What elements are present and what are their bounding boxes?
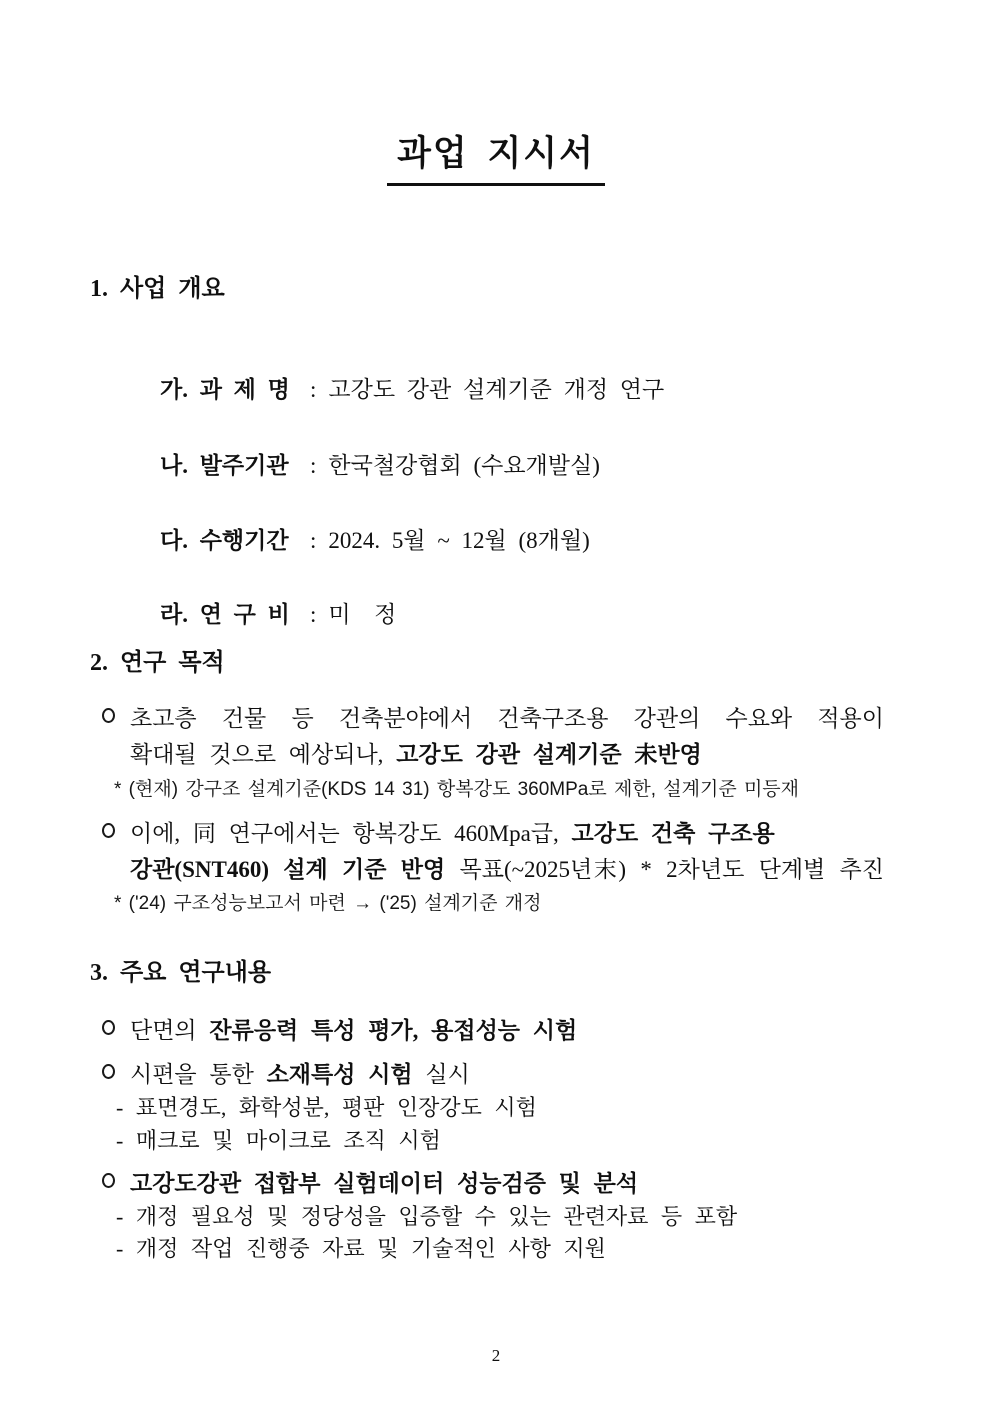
field-label: 다. 수행기간 — [160, 528, 289, 553]
bullet-text-bold: 고강도 건축 구조용 — [571, 821, 775, 846]
bullet-text: 단면의 — [130, 1018, 210, 1043]
bullet-line — [130, 701, 884, 737]
page-number: 2 — [491, 1346, 501, 1365]
bullet-text: 이에, 同 연구에서는 항복강도 460Mpa급, — [130, 821, 572, 846]
footnote-current-standard: * (현재) 강구조 설계기준(KDS 14 31) 항복강도 360MPa로 제한, 설계기준 미등재 — [114, 779, 800, 800]
bullet-text-bold: 고강도 강관 설계기준 未반영 — [396, 742, 702, 767]
circle-bullet-icon — [102, 1020, 115, 1035]
bullet-line — [130, 737, 884, 773]
footnote-yearly-plan: * ('24) 구조성능보고서 마련 → ('25) 설계기준 개정 — [114, 893, 542, 914]
bullet-item-material-test — [100, 1057, 884, 1093]
section-3-heading: 3. 주요 연구내용 — [90, 960, 272, 986]
field-value: 2024. 5월 ~ 12월 (8개월) — [328, 528, 590, 553]
bullet-item-residual-stress — [100, 1013, 884, 1049]
circle-bullet-icon — [102, 823, 115, 838]
field-row-project-name — [113, 345, 664, 430]
bullet-line — [130, 852, 884, 888]
bullet-text-bold: 소재특성 시험 — [266, 1062, 413, 1087]
field-label: 라. 연 구 비 — [160, 602, 290, 627]
bullet-text: 확대될 것으로 예상되나, — [130, 742, 397, 767]
dash-item-macro-micro: - 매크로 및 마이크로 조직 시험 — [116, 1128, 441, 1153]
field-row-ordering-agency — [113, 421, 600, 506]
bullet-line — [130, 816, 884, 852]
field-value: 미 정 — [328, 602, 397, 627]
circle-bullet-icon — [102, 1173, 115, 1188]
field-colon: : — [310, 377, 317, 402]
bullet-text: 초고층 건물 등 건축분야에서 건축구조용 강관의 수요와 적용이 — [130, 706, 884, 731]
page-title — [0, 126, 992, 186]
bullet-text: 시편을 통한 — [130, 1062, 267, 1087]
bullet-text-bold: 고강도강관 접합부 실험데이터 성능검증 및 분석 — [130, 1171, 639, 1196]
bullet-text-bold: 잔류응력 특성 평가, 용접성능 시험 — [209, 1018, 578, 1043]
dash-item-surface-hardness: - 표면경도, 화학성분, 평판 인장강도 시험 — [116, 1095, 537, 1120]
bullet-text-bold: 강관(SNT460) 설계 기준 반영 — [130, 857, 446, 882]
section-1-heading: 1. 사업 개요 — [90, 276, 225, 302]
field-colon: : — [310, 602, 317, 627]
dash-item-revision-support: - 개정 작업 진행중 자료 및 기술적인 사항 지원 — [116, 1236, 606, 1261]
bullet-line — [130, 1013, 884, 1049]
bullet-item-joint-verification — [100, 1166, 884, 1202]
field-value: 고강도 강관 설계기준 개정 연구 — [328, 377, 665, 402]
field-value: 한국철강협회 (수요개발실) — [328, 453, 600, 478]
field-colon: : — [310, 453, 317, 478]
circle-bullet-icon — [102, 708, 115, 723]
bullet-item-design-standard-goal — [100, 816, 884, 888]
bullet-line — [130, 1166, 884, 1202]
bullet-text: 목표(~2025년末) * 2차년도 단계별 추진 — [445, 857, 884, 882]
field-label: 나. 발주기관 — [160, 453, 289, 478]
section-2-heading: 2. 연구 목적 — [90, 650, 225, 676]
circle-bullet-icon — [102, 1064, 115, 1079]
field-label: 가. 과 제 명 — [160, 377, 290, 402]
field-row-period — [113, 496, 590, 581]
bullet-text: 실시 — [412, 1062, 470, 1087]
field-colon: : — [310, 528, 317, 553]
page-title-text: 과업 지시서 — [387, 126, 605, 186]
dash-item-revision-evidence: - 개정 필요성 및 정당성을 입증할 수 있는 관련자료 등 포함 — [116, 1204, 738, 1229]
bullet-line — [130, 1057, 884, 1093]
bullet-item-demand-expansion — [100, 701, 884, 773]
